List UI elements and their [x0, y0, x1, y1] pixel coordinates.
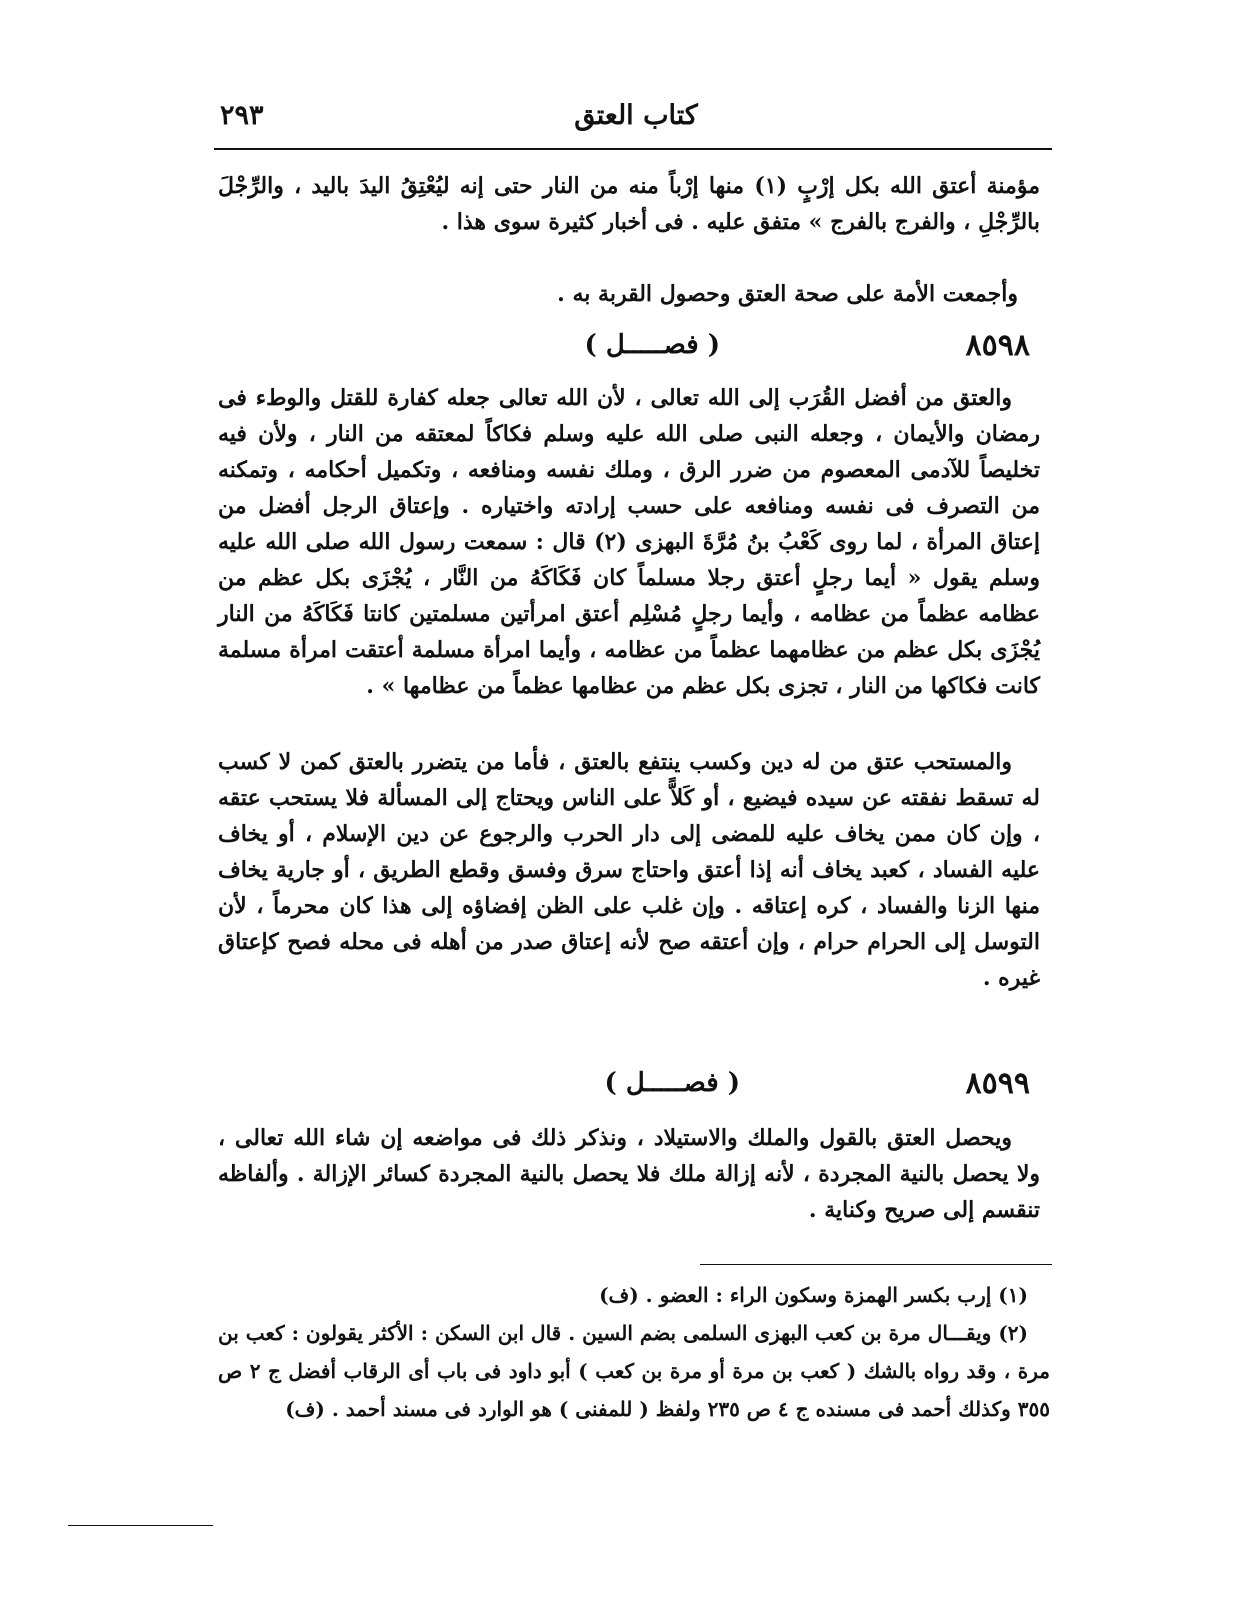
method-of-manumission-paragraph: ويحصل العتق بالقول والملك والاستيلاد ، ونذكر ذلك فى مواضعه إن شاء الله تعالى ، ولا يحصل بالنية المجردة ، لأنه إزالة ملك فلا يحصل بالنية المجردة كسائر الإزالة . وألفاظه تنقسم إلى صريح وكناية . [218, 1125, 1041, 1223]
section-title: ( فصـــــل ) [604, 1068, 740, 1098]
section-heading-8599 [218, 1066, 1040, 1110]
header-rule [214, 148, 1052, 150]
book-title: كتاب العتق [574, 100, 698, 131]
footnote-rule [700, 1264, 1052, 1265]
page-number: ٢٩٣ [220, 100, 264, 131]
footnotes [218, 1276, 1050, 1428]
section-number: ٨٥٩٩ [965, 1066, 1030, 1101]
section-title: ( فصـــــل ) [584, 330, 720, 360]
footnote-2: (٢) ويقـــال مرة بن كعب البهزى السلمى بضم السين . قال ابن السكن : الأكثر يقولون : كعب بن مرة ، وقد رواه بالشك ( كعب بن مرة أو مرة بن كعب ) أبو داود فى باب أى الرقاب أفضل ج ٢ ص ٣٥٥ وكذلك أحمد فى مسنده ج ٤ ص ٢٣٥ ولفظ ( للمفنى ) هو الوارد فى مسند أحمد . (ف) [218, 1321, 1050, 1421]
section-heading-8598 [218, 328, 1040, 372]
running-head [220, 98, 1052, 144]
section-number: ٨٥٩٨ [965, 328, 1030, 363]
intro-paragraph: مؤمنة أعتق الله بكل إرْبٍ (١) منها إرْباً منه من النار حتى إنه ليُعْتِقُ اليدَ باليد ، والرِّجْلَ بالرِّجْلِ ، والفرج بالفرج » متفق عليه . فى أخبار كثيرة سوى هذا . [218, 173, 1040, 235]
footnote-1: (١) إرب بكسر الهمزة وسكون الراء : العضو . (ف) [599, 1283, 1028, 1307]
bottom-rule [68, 1525, 213, 1526]
consensus-paragraph: وأجمعت الأمة على صحة العتق وحصول القربة به . [557, 281, 1018, 307]
merit-of-manumission-paragraph: والعتق من أفضل القُرَب إلى الله تعالى ، لأن الله تعالى جعله كفارة للقتل والوطء فى رمضان والأيمان ، وجعله النبى صلى الله عليه وسلم فكاكاً لمعتقه من النار ، ولأن فيه تخليصاً للآدمى المعصوم من ضرر الرق ، وملك نفسه ومنافعه ، وتكميل أحكامه ، وتمكنه من التصرف فى نفسه ومنافعه على حسب إرادته واختياره . وإعتاق الرجل أفضل من إعتاق المرأة ، لما روى كَعْبُ بنُ مُرَّةَ البهزى (٢) قال : سمعت رسول الله صلى الله عليه وسلم يقول « أيما رجلٍ أعتق رجلا مسلماً كان فَكَاكَهُ من النَّار ، يُجْزَى بكل عظم من عظامه عظماً من عظامه ، وأيما رجلٍ مُسْلِم أعتق امرأتين مسلمتين كانتا فَكَاكَهُ من النار يُجْزَى بكل عظم من عظامهما عظماً من عظامه ، وأيما امرأة مسلمة أعتقت امرأة مسلمة كانت فكاكها من النار ، تجزى بكل عظم من عظامها عظماً من عظامها » . [218, 385, 1040, 699]
recommended-manumission-paragraph: والمستحب عتق من له دين وكسب ينتفع بالعتق ، فأما من يتضرر بالعتق كمن لا كسب له تسقط نفقته عن سيده فيضيع ، أو كَلاًّ على الناس ويحتاج إلى المسألة فلا يستحب عتقه ، وإن كان ممن يخاف عليه للمضى إلى دار الحرب والرجوع عن دين الإسلام ، أو يخاف عليه الفساد ، كعبد يخاف أنه إذا أعتق واحتاج سرق وفسق وقطع الطريق ، أو جارية يخاف منها الزنا والفساد ، كره إعتاقه . وإن غلب على الظن إفضاؤه إلى هذا كان محرماً ، لأن التوسل إلى الحرام حرام ، وإن أعتقه صح لأنه إعتاق صدر من أهله فى محله فصح كإعتاق غيره . [218, 749, 1040, 991]
